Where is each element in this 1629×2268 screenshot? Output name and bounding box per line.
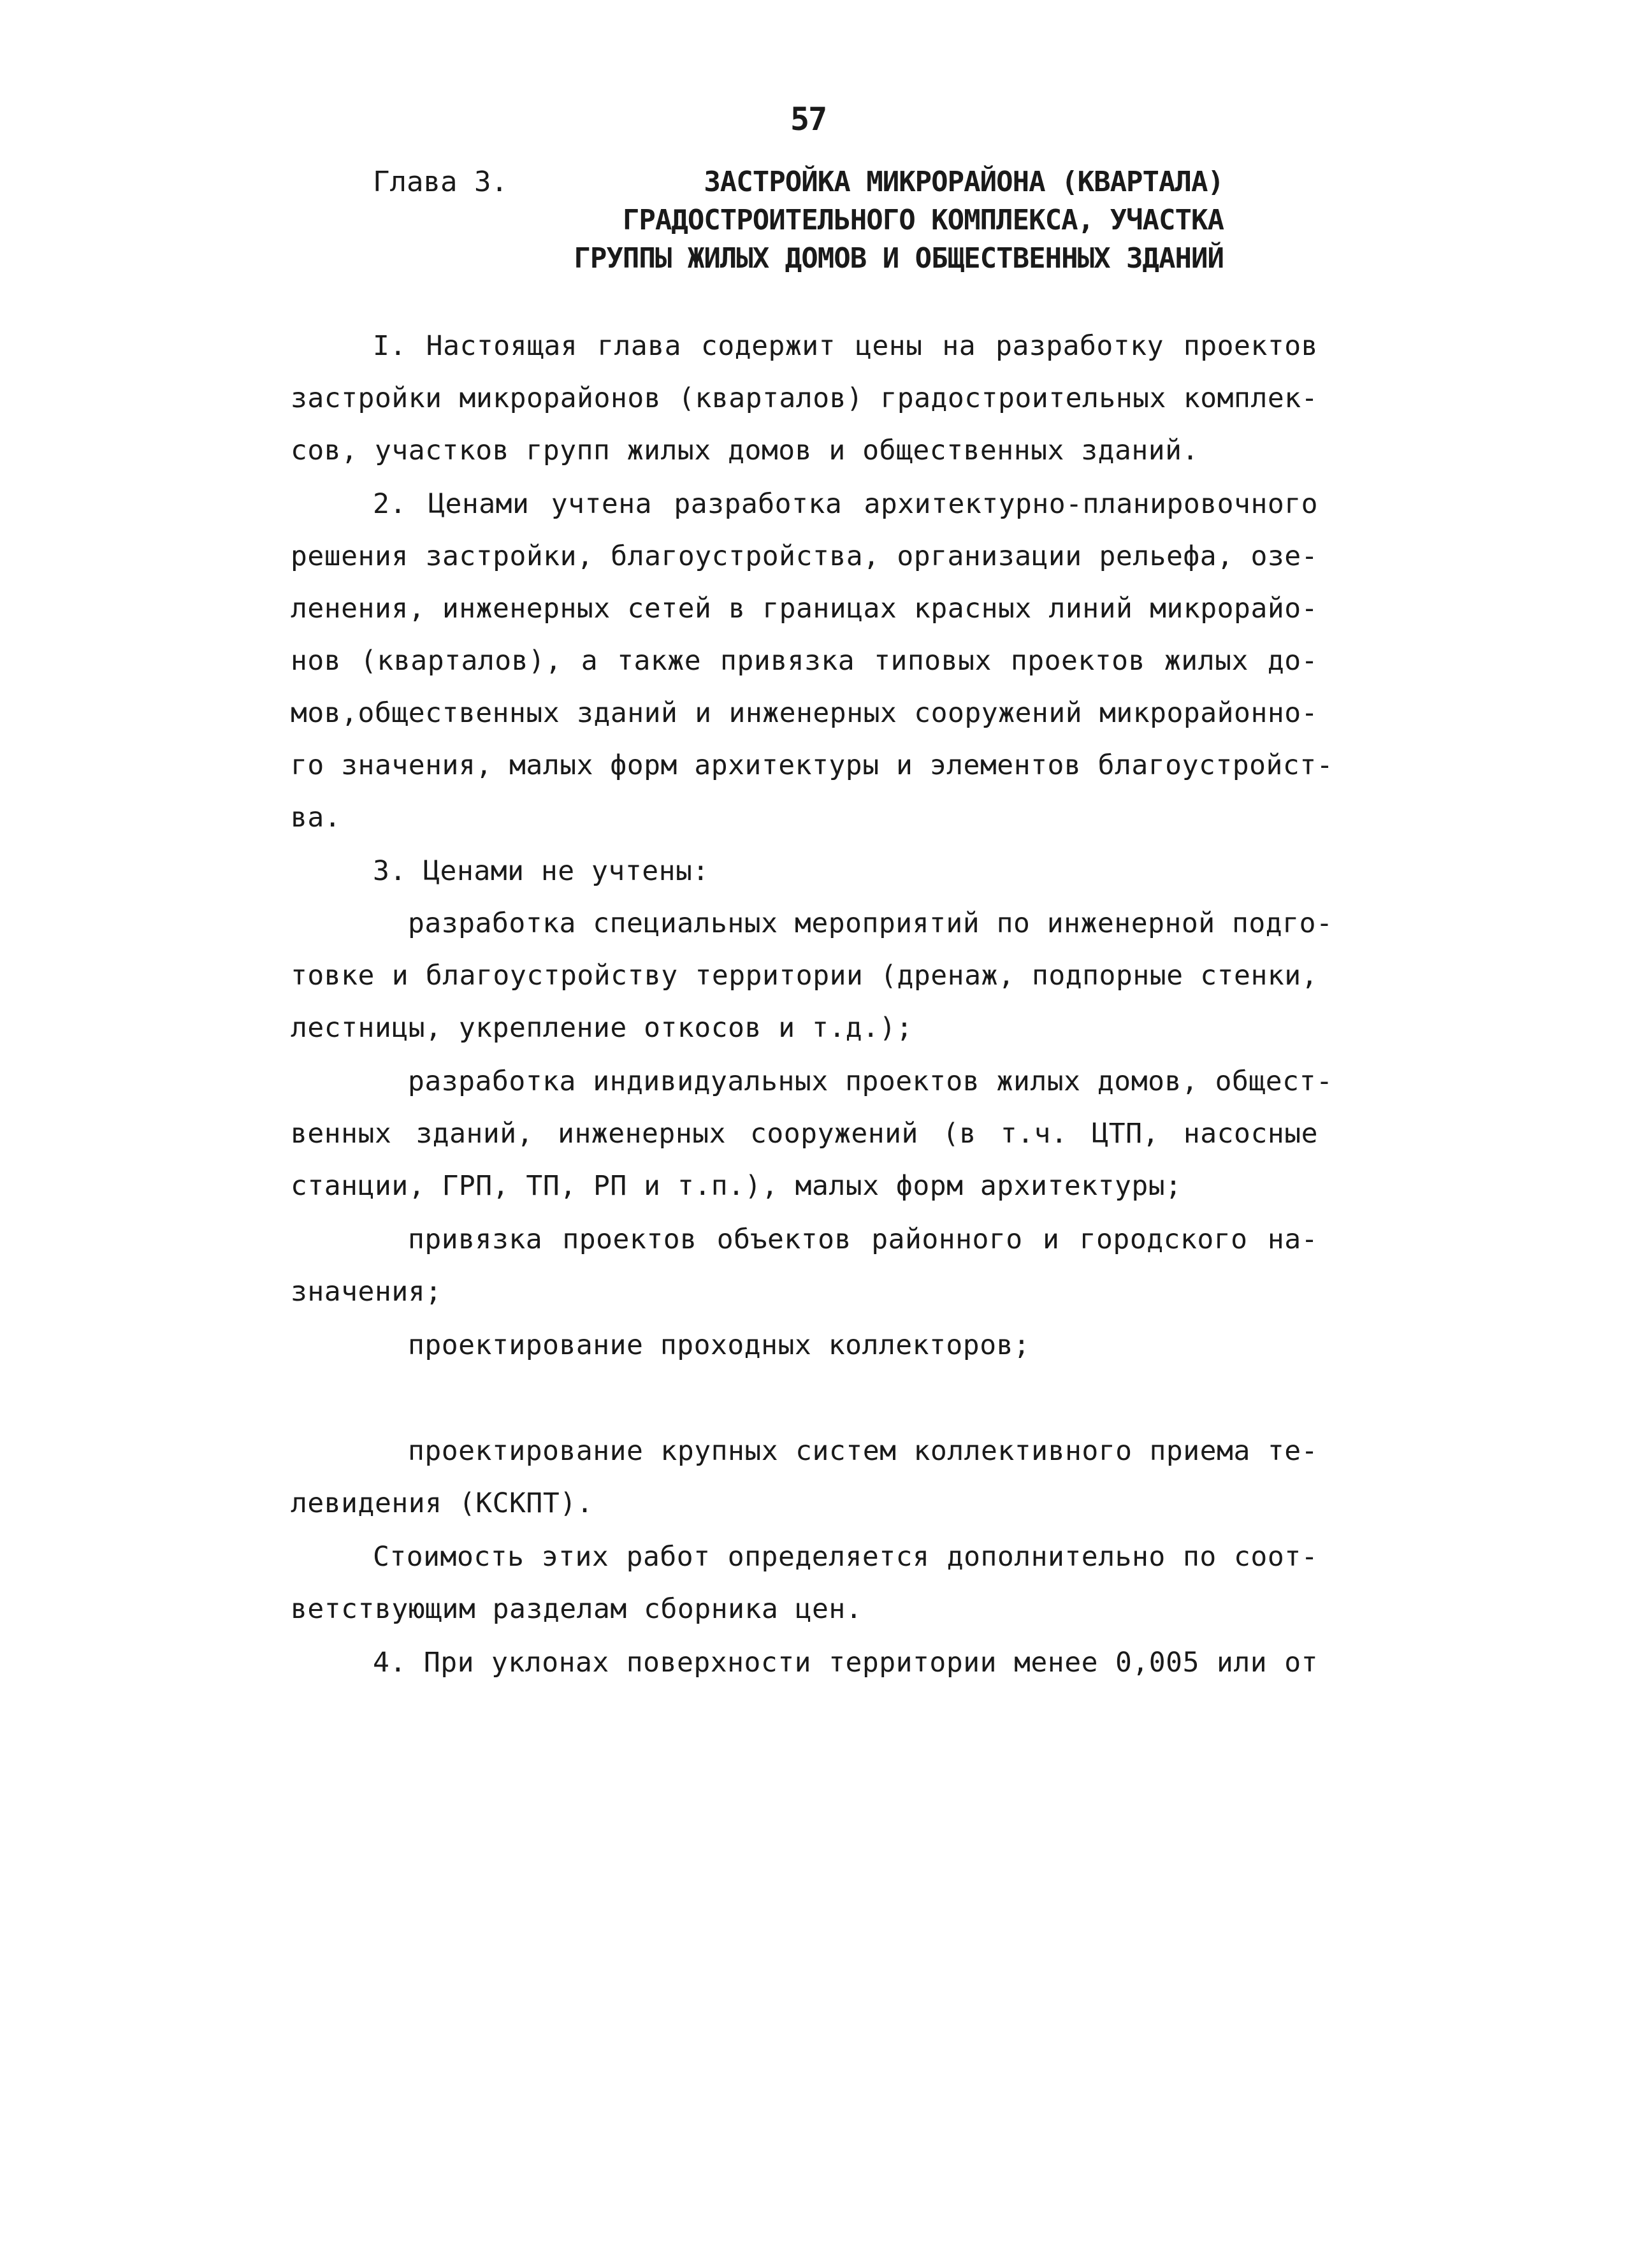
text-line: ленения, инженерных сетей в границах красных линий микрорайо- — [291, 593, 1318, 625]
page-number: 57 — [790, 101, 827, 138]
text-line: ва. — [291, 802, 342, 834]
text-line: решения застройки, благоустройства, организации рельефа, озе- — [291, 540, 1318, 572]
text-line: привязка проектов объектов районного и городского на- — [408, 1224, 1318, 1255]
text-line: 4. При уклонах поверхности территории менее 0,005 или от — [373, 1647, 1318, 1679]
text-line: нов (кварталов), а также привязка типовых проектов жилых до- — [291, 645, 1318, 677]
text-line: мов,общественных зданий и инженерных сооружений микрорайонно- — [291, 697, 1318, 729]
text-line: I. Настоящая глава содержит цены на разработку проектов — [373, 330, 1318, 362]
text-line: застройки микрорайонов (кварталов) градостроительных комплек- — [291, 382, 1318, 414]
text-line: венных зданий, инженерных сооружений (в т.ч. ЦТП, насосные — [291, 1118, 1318, 1150]
text-line: 2. Ценами учтена разработка архитектурно-планировочного — [373, 488, 1318, 520]
text-line: станции, ГРП, ТП, РП и т.п.), малых форм архитектуры; — [291, 1170, 1182, 1202]
chapter-title-line: ГРУППЫ ЖИЛЫХ ДОМОВ И ОБЩЕСТВЕННЫХ ЗДАНИЙ — [574, 242, 1224, 275]
chapter-title-line: ЗАСТРОЙКА МИКРОРАЙОНА (КВАРТАЛА) — [704, 166, 1224, 198]
chapter-title-line: ГРАДОСТРОИТЕЛЬНОГО КОМПЛЕКСА, УЧАСТКА — [622, 204, 1224, 236]
text-line: левидения (КСКПТ). — [291, 1487, 593, 1519]
text-line: товке и благоустройству территории (дренаж, подпорные стенки, — [291, 960, 1318, 992]
text-line: проектирование крупных систем коллективного приема те- — [408, 1435, 1318, 1467]
text-line: сов, участков групп жилых домов и общественных зданий. — [291, 435, 1199, 466]
text-line: разработка индивидуальных проектов жилых домов, общест- — [408, 1065, 1333, 1097]
text-line: проектирование проходных коллекторов; — [408, 1329, 1031, 1361]
text-line: значения; — [291, 1276, 442, 1308]
chapter-label: Глава 3. — [373, 166, 508, 198]
text-line: 3. Ценами не учтены: — [373, 855, 709, 887]
text-line: разработка специальных мероприятий по инженерной подго- — [408, 907, 1333, 939]
text-line: ветствующим разделам сборника цен. — [291, 1593, 863, 1625]
text-line: лестницы, укрепление откосов и т.д.); — [291, 1012, 913, 1044]
text-line: Стоимость этих работ определяется дополнительно по соот- — [373, 1541, 1318, 1573]
chapter-title — [523, 163, 1224, 278]
text-line: го значения, малых форм архитектуры и элементов благоустройст- — [291, 749, 1334, 781]
